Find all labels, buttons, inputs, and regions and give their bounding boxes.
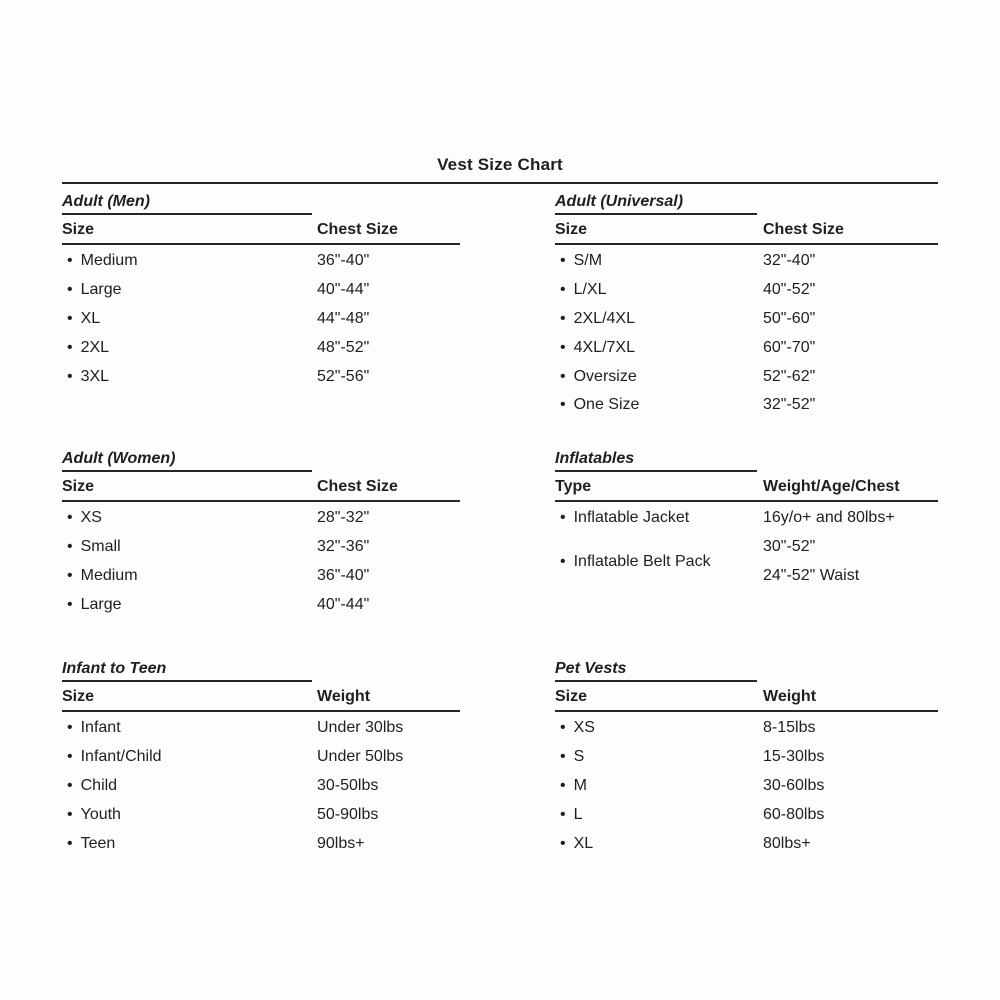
column-header-weight-age-chest: Weight/Age/Chest: [763, 478, 900, 495]
weight-value: 90lbs+: [317, 834, 365, 852]
weight-value: 60-80lbs: [763, 805, 825, 823]
size-label: • Large: [62, 596, 317, 614]
table-row: [62, 562, 460, 591]
type-label: • Inflatable Jacket: [555, 509, 763, 527]
type-label: • Inflatable Belt Pack: [555, 553, 763, 571]
column-header-weight: Weight: [317, 688, 371, 705]
table-header: [555, 220, 938, 245]
size-label: • S: [555, 748, 763, 766]
section-adult-men: [62, 192, 460, 449]
column-header-chest-size: Chest Size: [763, 221, 844, 238]
table-body: [62, 245, 460, 391]
column-header-chest-size: Chest Size: [317, 221, 398, 238]
chest-size-value: 48"-52": [317, 338, 370, 356]
table-row: [62, 305, 460, 334]
size-label: • S/M: [555, 252, 763, 270]
weight-value: 50-90lbs: [317, 805, 379, 823]
table-body: [62, 502, 460, 619]
size-label: • XL: [62, 310, 317, 328]
size-label: • Youth: [62, 806, 317, 824]
table-header: [62, 477, 460, 502]
section-infant-to-teen: [62, 659, 460, 858]
size-label: • 2XL: [62, 339, 317, 357]
section-inflatables: [555, 449, 938, 659]
section-adult-universal: [555, 192, 938, 449]
table-header: [62, 220, 460, 245]
tables-grid: [62, 192, 938, 858]
section-pet-vests: [555, 659, 938, 858]
table-body: [555, 712, 938, 858]
table-row: [62, 714, 460, 743]
size-label: • 2XL/4XL: [555, 310, 763, 328]
weight-value: 30-50lbs: [317, 776, 379, 794]
table-body: [555, 502, 938, 590]
column-header-size: Size: [62, 221, 95, 238]
size-label: • M: [555, 777, 763, 795]
table-header: [555, 477, 938, 502]
weight-value: 80lbs+: [763, 834, 811, 852]
chest-size-value: 40"-52": [763, 281, 816, 299]
size-label: • Child: [62, 777, 317, 795]
chest-size-value: 60"-70": [763, 338, 816, 356]
table-row: [555, 829, 938, 858]
chest-size-value: 44"-48": [317, 309, 370, 327]
table-row: [62, 590, 460, 619]
chest-size-value: 52"-56": [317, 367, 370, 385]
size-label: • XS: [62, 509, 317, 527]
size-label: • Teen: [62, 835, 317, 853]
table-row: [555, 362, 938, 391]
weight-value: 15-30lbs: [763, 748, 825, 766]
table-row: [555, 391, 938, 420]
table-row: [62, 533, 460, 562]
table-row: [555, 276, 938, 305]
column-header-chest-size: Chest Size: [317, 478, 398, 495]
size-label: • L: [555, 806, 763, 824]
size-label: • 4XL/7XL: [555, 339, 763, 357]
table-row: [62, 743, 460, 772]
table-row: [555, 504, 938, 533]
section-title: Adult (Universal): [555, 192, 757, 215]
value-line: 24"-52" Waist: [763, 566, 860, 584]
table-row: [555, 772, 938, 801]
chest-size-value: 32"-36": [317, 538, 370, 556]
weight-value: 8-15lbs: [763, 719, 816, 737]
size-label: • Medium: [62, 252, 317, 270]
table-row: [555, 800, 938, 829]
size-label: • Infant/Child: [62, 748, 317, 766]
table-row: [555, 533, 938, 591]
column-header-size: Size: [555, 688, 588, 705]
chest-size-value: 28"-32": [317, 509, 370, 527]
chest-size-value: 36"-40": [317, 252, 370, 270]
section-title: Inflatables: [555, 449, 757, 472]
value-line: 30"-52": [763, 537, 816, 555]
section-adult-women: [62, 449, 460, 659]
chest-size-value: 50"-60": [763, 309, 816, 327]
chest-size-value: 40"-44": [317, 595, 370, 613]
chest-size-value: 52"-62": [763, 367, 816, 385]
table-row: [62, 276, 460, 305]
table-body: [62, 712, 460, 858]
size-label: • Infant: [62, 719, 317, 737]
table-row: [555, 743, 938, 772]
table-header: [62, 687, 460, 712]
size-label: • Oversize: [555, 368, 763, 386]
column-header-type: Type: [555, 478, 592, 495]
table-row: [62, 333, 460, 362]
table-row: [555, 305, 938, 334]
table-row: [62, 829, 460, 858]
table-row: [555, 714, 938, 743]
column-header-size: Size: [555, 221, 588, 238]
size-label: • XS: [555, 719, 763, 737]
section-title: Adult (Men): [62, 192, 312, 215]
table-row: [62, 362, 460, 391]
table-body: [555, 245, 938, 420]
weight-value: Under 30lbs: [317, 719, 404, 737]
size-label: • Large: [62, 281, 317, 299]
page-title: Vest Size Chart: [62, 154, 938, 184]
table-row: [555, 333, 938, 362]
size-label: • L/XL: [555, 281, 763, 299]
weight-value: Under 50lbs: [317, 748, 404, 766]
weight-age-chest-value: 16y/o+ and 80lbs+: [763, 509, 895, 527]
size-label: • Small: [62, 538, 317, 556]
section-title: Adult (Women): [62, 449, 312, 472]
size-label: • 3XL: [62, 368, 317, 386]
table-row: [62, 247, 460, 276]
column-header-weight: Weight: [763, 688, 817, 705]
weight-age-chest-value: [763, 533, 938, 591]
size-label: • XL: [555, 835, 763, 853]
size-label: • One Size: [555, 396, 763, 414]
column-header-size: Size: [62, 478, 95, 495]
column-header-size: Size: [62, 688, 95, 705]
chest-size-value: 32"-52": [763, 396, 816, 414]
chest-size-value: 40"-44": [317, 281, 370, 299]
table-row: [62, 504, 460, 533]
weight-value: 30-60lbs: [763, 776, 825, 794]
section-title: Pet Vests: [555, 659, 757, 682]
section-title: Infant to Teen: [62, 659, 312, 682]
table-row: [62, 772, 460, 801]
chest-size-value: 36"-40": [317, 566, 370, 584]
table-header: [555, 687, 938, 712]
size-label: • Medium: [62, 567, 317, 585]
chart-content: [62, 154, 938, 858]
chest-size-value: 32"-40": [763, 252, 816, 270]
table-row: [555, 247, 938, 276]
table-row: [62, 800, 460, 829]
